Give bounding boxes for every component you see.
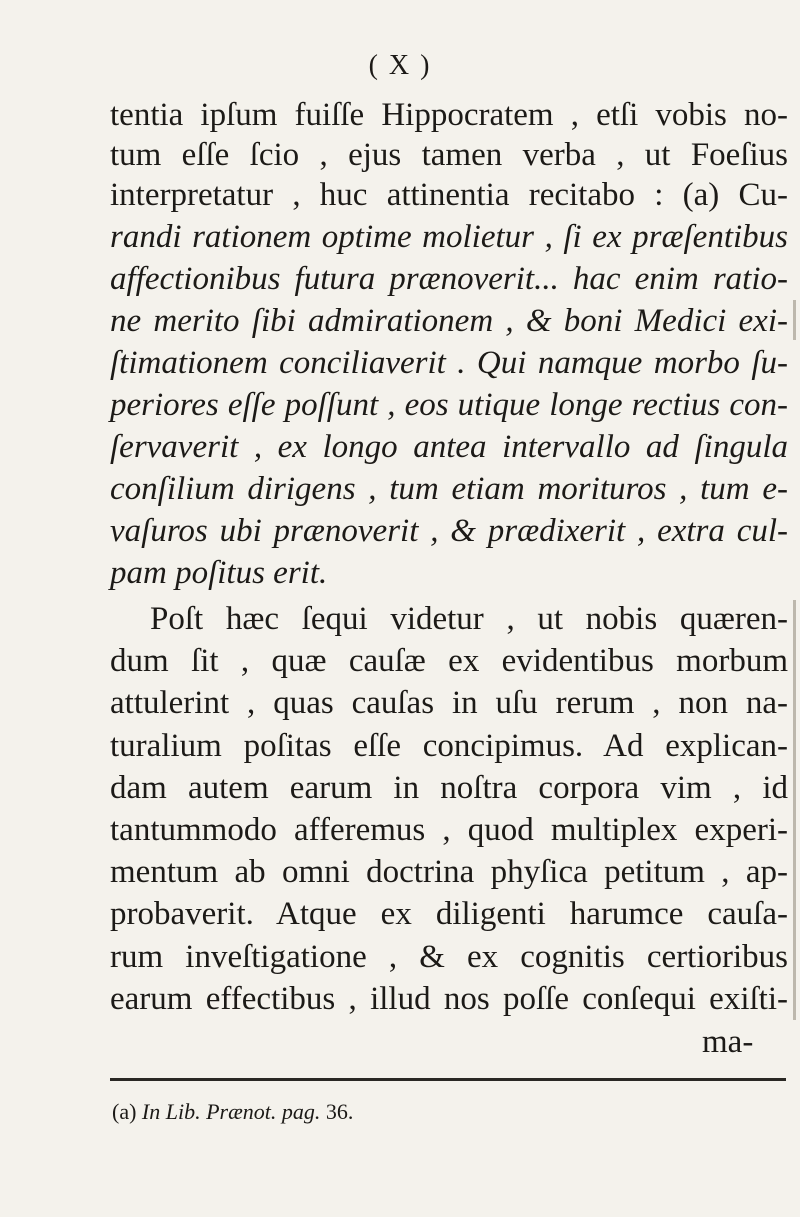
text-line: dam autem earum in noſtra corpora vim , id (110, 770, 788, 806)
text-line: Poſt hæc ſequi videtur , ut nobis quæren- (150, 601, 788, 637)
text-line: tantummodo afferemus , quod multiplex experi- (110, 812, 788, 848)
text-line: vaſuros ubi prænoverit , & prædixerit , extra cul- (110, 513, 788, 549)
page-edge-shadow (793, 600, 796, 1020)
text-line: mentum ab omni doctrina phyſica petitum , ap- (110, 854, 788, 890)
text-line: tum eſſe ſcio , ejus tamen verba , ut Foeſius (110, 137, 788, 173)
footnote-rule (110, 1078, 786, 1081)
text-line: interpretatur , huc attinentia recitabo : (a) Cu- (110, 177, 788, 213)
text-line: conſilium dirigens , tum etiam morituros , tum e- (110, 471, 788, 507)
page-number: ( X ) (368, 50, 432, 81)
text-line: attulerint , quas cauſas in uſu rerum , non na- (110, 685, 788, 721)
footnote-citation: In Lib. Prænot. pag. (141, 1099, 321, 1124)
text-line: probaverit. Atque ex diligenti harumce cauſa- (110, 896, 788, 932)
text-line: pam poſitus erit. (110, 555, 328, 591)
text-line: periores eſſe poſſunt , eos utique longe rectius con- (110, 387, 788, 423)
text-line: tentia ipſum fuiſſe Hippocratem , etſi vobis no- (110, 97, 788, 133)
text-line: ne merito ſibi admirationem , & boni Medici exi- (110, 303, 788, 339)
footnote-marker: (a) (112, 1099, 137, 1124)
text-line: earum effectibus , illud nos poſſe conſequi exiſti- (110, 981, 788, 1017)
text-line: ſervaverit , ex longo antea intervallo ad ſingula (110, 429, 788, 465)
text-line: rum inveſtigatione , & ex cognitis certioribus (110, 939, 788, 975)
catchword: ma- (702, 1024, 754, 1060)
page-edge-shadow (793, 300, 796, 340)
text-line: randi rationem optime molietur , ſi ex præſentibus (110, 219, 788, 255)
footnote-page-ref: 36. (325, 1099, 354, 1124)
text-line: dum ſit , quæ cauſæ ex evidentibus morbum (110, 643, 788, 679)
text-line: affectionibus futura prænoverit... hac enim ratio- (110, 261, 788, 297)
text-line: turalium poſitas eſſe concipimus. Ad explican- (110, 728, 788, 764)
text-line: ſtimationem conciliaverit . Qui namque morbo ſu- (110, 345, 788, 381)
footnote (112, 1098, 353, 1126)
